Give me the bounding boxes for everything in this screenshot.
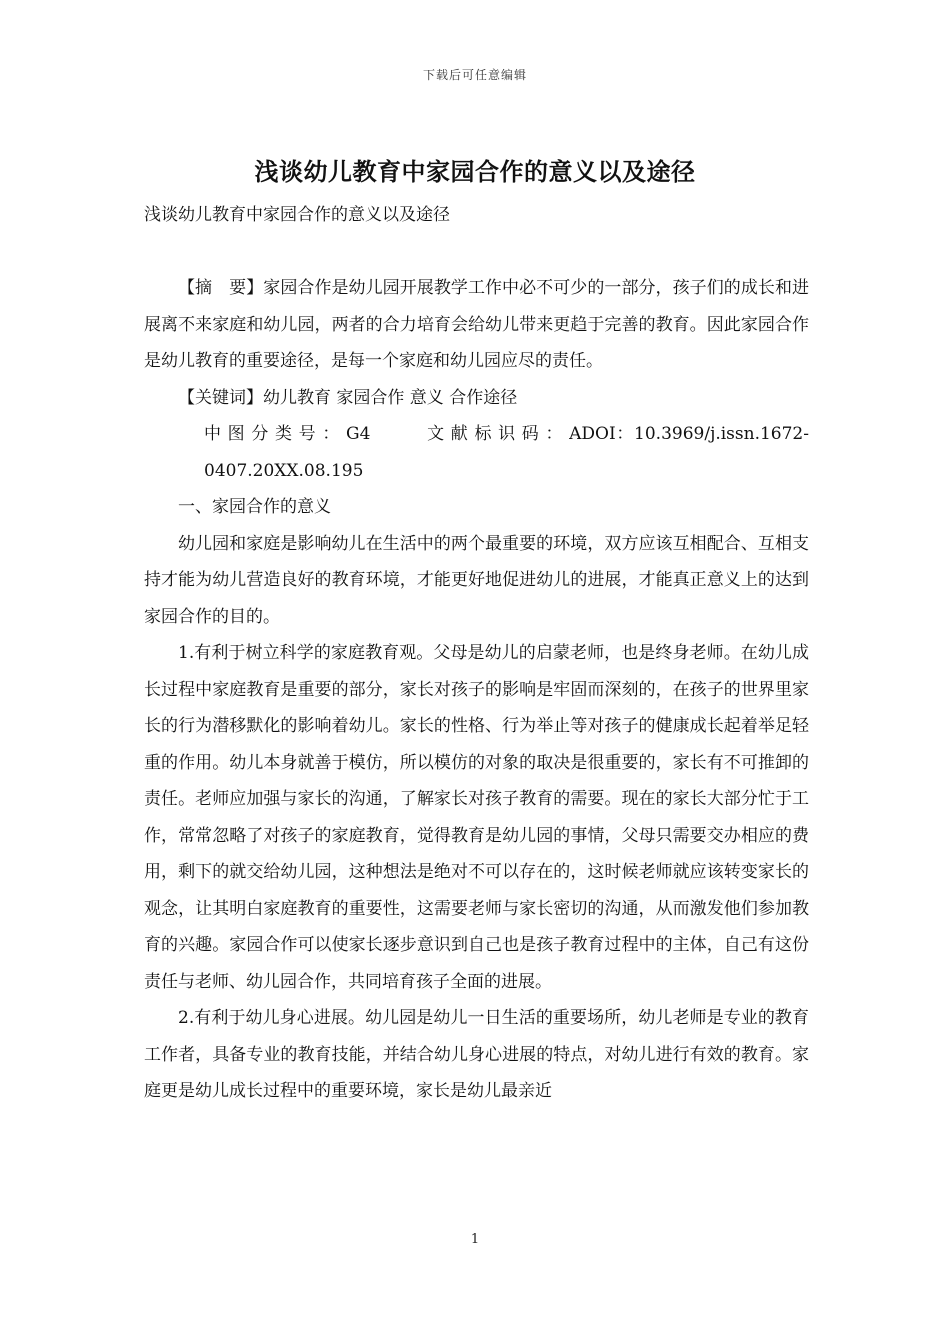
document-subtitle: 浅谈幼儿教育中家园合作的意义以及途径 — [144, 205, 450, 225]
keywords-paragraph: 【关键词】幼儿教育 家园合作 意义 合作途径 — [178, 387, 518, 408]
page-header-note: 下载后可任意编辑 — [422, 68, 527, 82]
document-id-label: 文献标识码： — [426, 424, 570, 444]
page-number: 1 — [470, 1232, 480, 1247]
classification-value: G4 — [346, 424, 371, 444]
abstract-paragraph: 【摘 要】家园合作是幼儿园开展教学工作中必不可少的一部分，孩子们的成长和进展离不来家庭和幼儿园，两者的合力培育会给幼儿带来更趋于完善的教育。因此家园合作是幼儿教育的重要途径，是每一个家庭和幼儿园应尽的责任。 — [144, 278, 809, 371]
classification-line — [144, 416, 809, 489]
document-id-value: ADOI：10.3969/j.issn.1672-0407.20XX.08.195 — [204, 424, 809, 481]
document-body — [144, 270, 809, 1110]
body-paragraph: 2.有利于幼儿身心进展。幼儿园是幼儿一日生活的重要场所，幼儿老师是专业的教育工作者，具备专业的教育技能，并结合幼儿身心进展的特点，对幼儿进行有效的教育。家庭更是幼儿成长过程中的重要环境，家长是幼儿最亲近 — [144, 1008, 809, 1101]
body-paragraph: 幼儿园和家庭是影响幼儿在生活中的两个最重要的环境，双方应该互相配合、互相支持才能为幼儿营造良好的教育环境，才能更好地促进幼儿的进展，才能真正意义上的达到家园合作的目的。 — [144, 533, 809, 627]
document-title: 浅谈幼儿教育中家园合作的意义以及途径 — [254, 157, 696, 186]
classification-label: 中图分类号： — [204, 424, 347, 444]
body-paragraph: 1.有利于树立科学的家庭教育观。父母是幼儿的启蒙老师，也是终身老师。在幼儿成长过程中家庭教育是重要的部分，家长对孩子的影响是牢固而深刻的，在孩子的世界里家长的行为潜移默化的影响着幼儿。家长的性格、行为举止等对孩子的健康成长起着举足轻重的作用。幼儿本身就善于模仿，所以模仿的对象的取决是很重要的，家长有不可推卸的责任。老师应加强与家长的沟通，了解家长对孩子教育的需要。现在的家长大部分忙于工作，常常忽略了对孩子的家庭教育，觉得教育是幼儿园的事情，父母只需要交办相应的费用，剩下的就交给幼儿园，这种想法是绝对不可以存在的，这时候老师就应该转变家长的观念，让其明白家庭教育的重要性，这需要老师与家长密切的沟通，从而激发他们参加教育的兴趣。家园合作可以使家长逐步意识到自己也是孩子教育过程中的主体，自己有这份责任与老师、幼儿园合作，共同培育孩子全面的进展。 — [144, 643, 809, 992]
section-heading: 一、家园合作的意义 — [178, 497, 331, 517]
